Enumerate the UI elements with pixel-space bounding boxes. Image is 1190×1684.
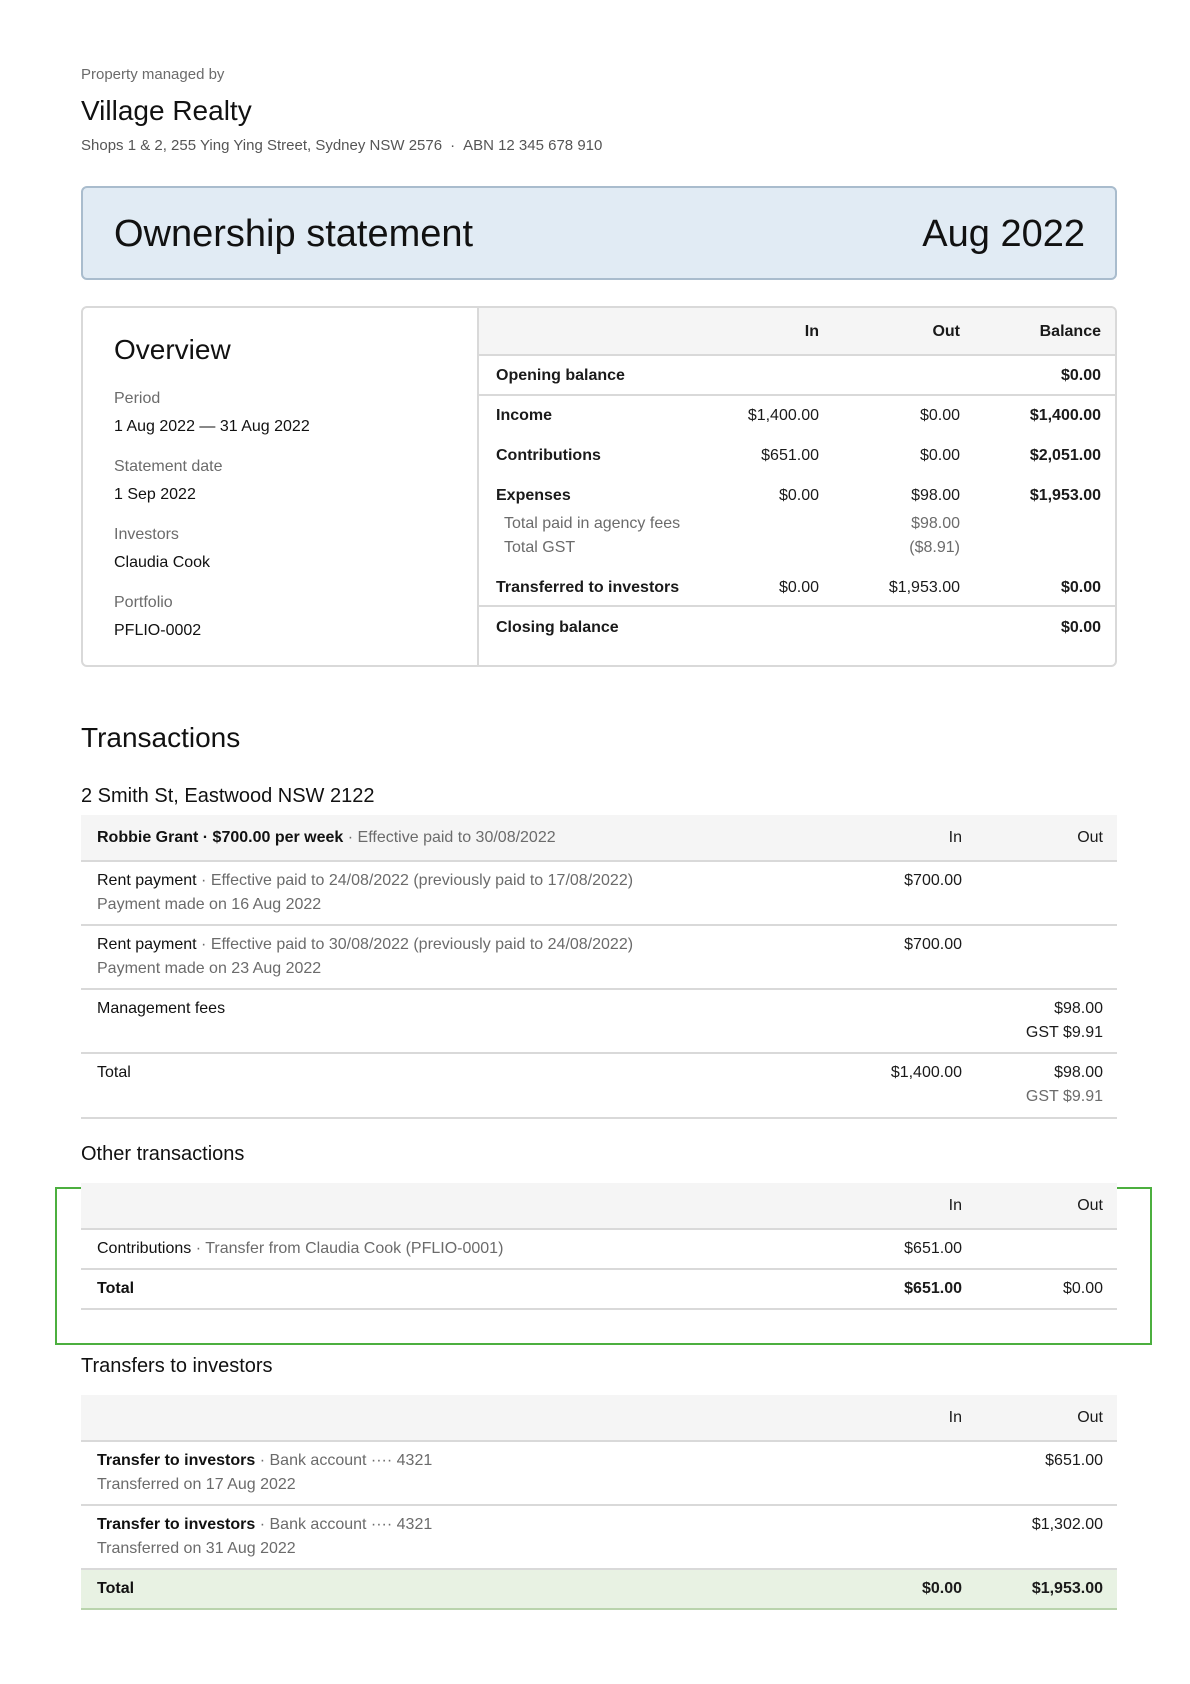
contributions-balance: $2,051.00 [1029,447,1101,464]
transfer-detail: · Bank account ···· 4321 [255,1452,433,1469]
table-row [81,862,1117,926]
tenant-header-row [81,815,1117,862]
contributions-label: Contributions [496,447,601,464]
total-out: $0.00 [1062,1280,1103,1297]
table-row [81,1506,1117,1570]
rent-payment-label: Rent payment [97,936,197,953]
agency-header [81,66,602,154]
investors-label: Investors [114,526,179,543]
tenant-effective: · Effective paid to 30/08/2022 [343,829,556,846]
transfer-date: Transferred on 17 Aug 2022 [97,1476,296,1493]
summary-col-balance: Balance [1039,323,1101,340]
total-label: Total [97,1280,135,1297]
rent-payment-label: Rent payment [97,872,197,889]
statement-banner [81,186,1117,280]
opening-balance-label: Opening balance [496,367,625,384]
closing-balance-row [479,619,1115,639]
transferred-label: Transferred to investors [496,579,680,596]
transfer-text [97,1452,432,1470]
tenant-header-text [97,829,556,847]
management-fees-gst: GST $9.91 [1025,1024,1103,1041]
transferred-in: $0.00 [778,579,819,596]
address-separator: · [450,137,456,154]
contributions-out: $0.00 [919,447,960,464]
portfolio-value: PFLIO-0002 [114,622,202,639]
other-header-row [81,1183,1117,1230]
rent-payment-in: $700.00 [904,936,962,953]
transfers-total-row [81,1570,1117,1610]
overview-details [83,308,479,665]
transfers-title: Transfers to investors [81,1355,273,1377]
transferred-row [479,579,1115,599]
agency-abn: ABN 12 345 678 910 [463,137,603,154]
contribution-text [97,1240,503,1258]
property-transactions-table [81,815,1117,1121]
expenses-in: $0.00 [778,487,819,504]
expenses-balance: $1,953.00 [1029,487,1101,504]
table-row [81,926,1117,990]
rent-payment-detail: · Effective paid to 30/08/2022 (previously paid to 24/08/2022) [196,936,634,953]
income-in: $1,400.00 [747,407,819,424]
summary-col-out: Out [932,323,960,340]
summary-divider [479,394,1115,396]
transfer-label: Transfer to investors [97,1516,256,1533]
other-total-row [81,1270,1117,1310]
col-in: In [948,829,962,846]
transfer-out: $651.00 [1045,1452,1103,1469]
col-out: Out [1077,1409,1103,1426]
transfer-date: Transferred on 31 Aug 2022 [97,1540,296,1557]
period-value: 1 Aug 2022 — 31 Aug 2022 [114,418,310,435]
transfer-text [97,1516,432,1534]
other-transactions-title: Other transactions [81,1143,245,1165]
col-out: Out [1077,1197,1103,1214]
transferred-balance: $0.00 [1060,579,1101,596]
col-in: In [948,1409,962,1426]
transfers-table [81,1395,1117,1609]
transferred-out: $1,953.00 [888,579,960,596]
closing-balance-value: $0.00 [1060,619,1101,636]
period-label: Period [114,390,161,407]
total-out: $98.00 [1054,1064,1103,1081]
expenses-label: Expenses [496,487,571,504]
summary-header [479,308,1115,356]
agency-address: Shops 1 & 2, 255 Ying Ying Street, Sydney NSW 2576 [81,137,443,154]
agency-address-line [81,137,602,154]
expenses-out: $98.00 [911,487,960,504]
transactions-title: Transactions [81,722,241,753]
total-label: Total [97,1064,131,1081]
statement-period: Aug 2022 [922,213,1085,255]
total-in: $0.00 [921,1580,962,1597]
transfer-detail: · Bank account ···· 4321 [255,1516,433,1533]
contributions-in: $651.00 [761,447,819,464]
payment-date: Payment made on 23 Aug 2022 [97,960,322,977]
gst-label: Total GST [504,539,576,556]
income-row [479,407,1115,427]
total-in: $1,400.00 [890,1064,962,1081]
overview-title: Overview [114,334,231,365]
total-label: Total [97,1580,135,1597]
statement-date-value: 1 Sep 2022 [114,486,196,503]
overview-panel [81,306,1117,667]
summary-divider [479,605,1115,607]
agency-fees-label: Total paid in agency fees [504,515,681,532]
transfers-header-row [81,1395,1117,1442]
management-fees-out: $98.00 [1054,1000,1103,1017]
statement-title: Ownership statement [114,213,474,255]
agency-fees-out: $98.00 [911,515,960,532]
payment-date: Payment made on 16 Aug 2022 [97,896,322,913]
tenant-name-rent: Robbie Grant · $700.00 per week [97,829,344,846]
management-fees-row [81,990,1117,1054]
overview-summary-table [479,308,1115,665]
col-out: Out [1077,829,1103,846]
transfer-out: $1,302.00 [1031,1516,1103,1533]
total-in: $651.00 [904,1280,962,1297]
contributions-row [479,447,1115,467]
transfer-label: Transfer to investors [97,1452,256,1469]
gst-out: ($8.91) [909,539,960,556]
statement-date-label: Statement date [114,458,223,475]
income-out: $0.00 [919,407,960,424]
transactions-total-row [81,1054,1117,1119]
total-gst: GST $9.91 [1025,1088,1103,1105]
agency-fees-row [479,515,1115,535]
rent-payment-text [97,936,633,954]
expenses-row [479,487,1115,507]
gst-row [479,539,1115,559]
portfolio-label: Portfolio [114,594,173,611]
summary-col-in: In [804,323,819,340]
managed-by-label: Property managed by [81,66,225,83]
income-balance: $1,400.00 [1029,407,1101,424]
rent-payment-in: $700.00 [904,872,962,889]
management-fees-label: Management fees [97,1000,226,1017]
opening-balance-value: $0.00 [1060,367,1101,384]
contribution-in: $651.00 [904,1240,962,1257]
other-transactions-table [81,1183,1117,1313]
contribution-detail: · Transfer from Claudia Cook (PFLIO-0001) [191,1240,504,1257]
opening-balance-row [479,367,1115,387]
col-in: In [948,1197,962,1214]
income-label: Income [496,407,553,424]
agency-name: Village Realty [81,95,252,126]
contribution-label: Contributions [97,1240,192,1257]
property-address: 2 Smith St, Eastwood NSW 2122 [81,785,375,807]
rent-payment-text [97,872,633,890]
closing-balance-label: Closing balance [496,619,619,636]
rent-payment-detail: · Effective paid to 24/08/2022 (previously paid to 17/08/2022) [196,872,634,889]
table-row [81,1442,1117,1506]
total-out: $1,953.00 [1031,1580,1103,1597]
table-row [81,1230,1117,1270]
investors-value: Claudia Cook [114,554,211,571]
